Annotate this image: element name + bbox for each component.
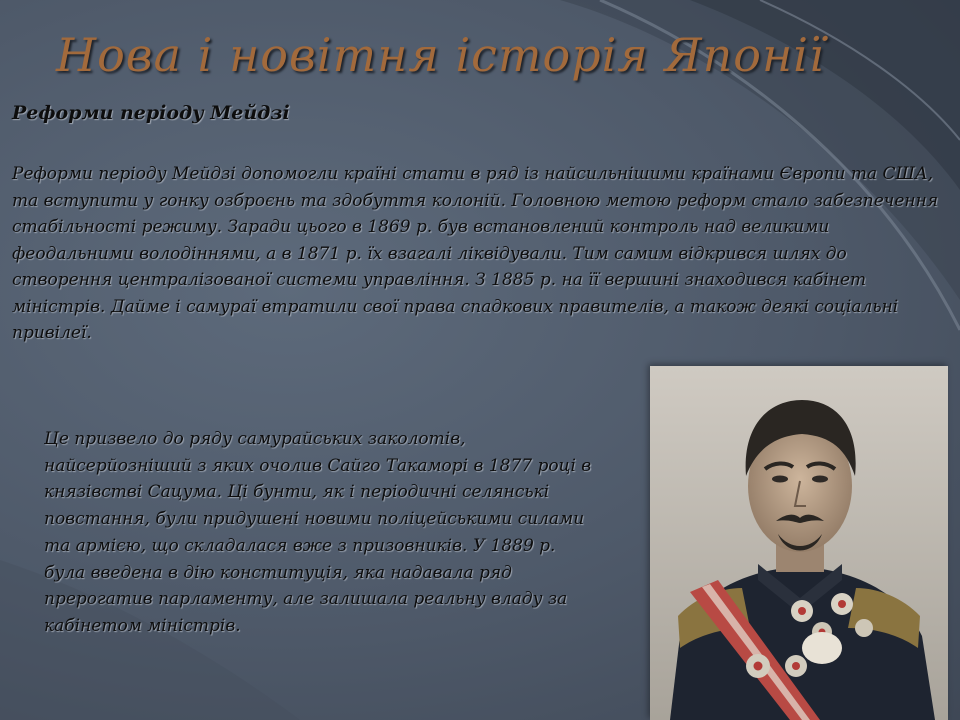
portrait-image [650, 366, 948, 720]
body-paragraph-2: Це призвело до ряду самурайських заколотів, найсерйозніший з яких очолив Сайго Такаморі в 1877 році в князівстві Сацума. Ці бунти, як і періодичні селянські повстання, були придушені новими поліцейськими силами та армією, що складалася вже з призовників. У 1889 р. була введена в дію конституція, яка надавала ряд прерогатив парламенту, але залишала реальну владу за кабінетом міністрів. [44, 429, 592, 636]
emperor-portrait [650, 366, 948, 720]
slide-title: Нова і новітня історія Японії [56, 28, 825, 82]
body-paragraph-1: Реформи періоду Мейдзі допомогли країні стати в ряд із найсильнішими країнами Європи та США, та вступити у гонку озброєнь та здобуття колоній. Головною метою реформ стало забезпечення стабільності режиму. Заради цього в 1869 р. був встановлений контроль над великими феодальними володіннями, а в 1871 р. їх взагалі ліквідували. Тим самим відкрився шлях до створення централізованої системи управління. З 1885 р. на її вершині знаходився кабінет міністрів. Дайме і самураї втратили свої права спадкових правителів, а також деякі соціальні привілеї. [12, 164, 939, 343]
slide-subtitle: Реформи періоду Мейдзі [12, 102, 290, 124]
